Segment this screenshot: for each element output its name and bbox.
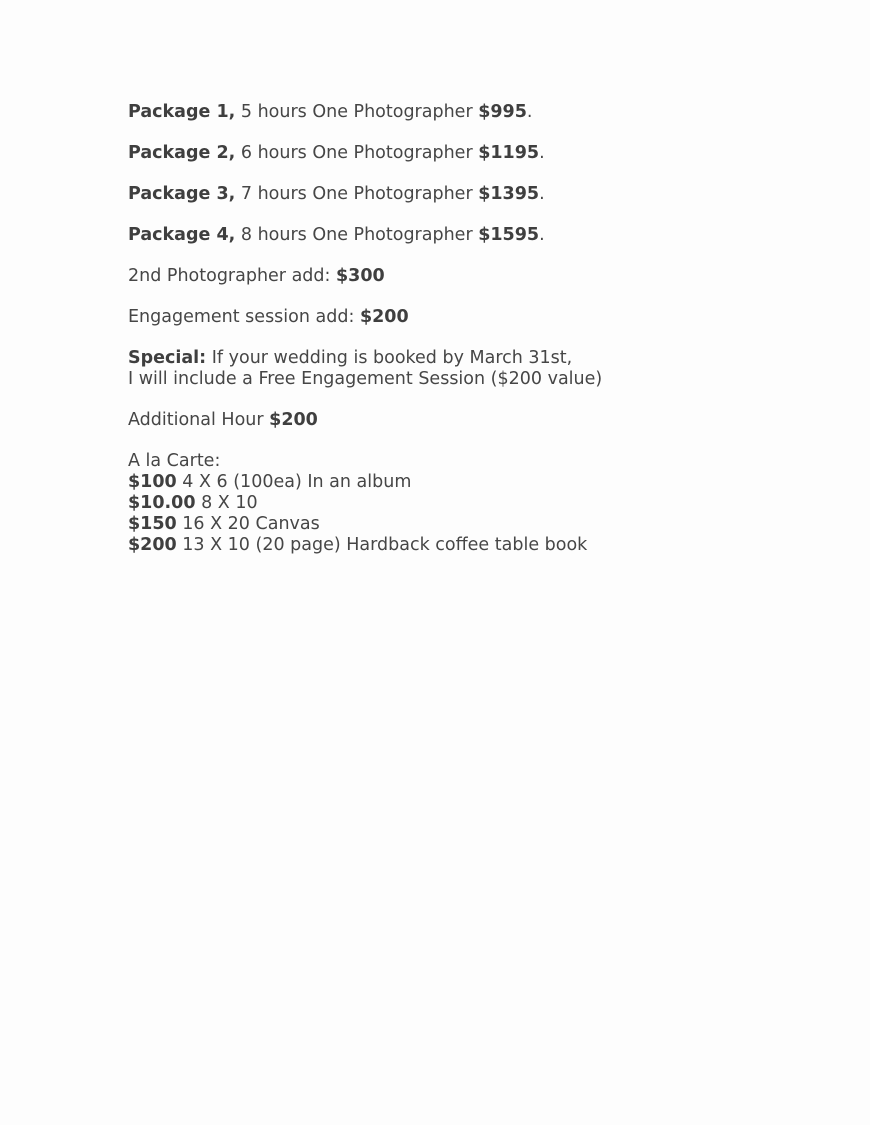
package-4-line bbox=[128, 225, 828, 246]
a-la-carte-item bbox=[128, 514, 828, 535]
package-3-line bbox=[128, 184, 828, 205]
package-price: $1195 bbox=[478, 143, 540, 163]
period: . bbox=[539, 143, 545, 163]
package-label: Package 2, bbox=[128, 143, 236, 163]
special-offer bbox=[128, 348, 828, 390]
package-description: 6 hours One Photographer bbox=[235, 143, 479, 163]
period: . bbox=[539, 225, 545, 245]
second-photographer-line bbox=[128, 266, 828, 287]
a-la-carte-section bbox=[128, 451, 828, 556]
package-description: 8 hours One Photographer bbox=[235, 225, 479, 245]
item-price: $200 bbox=[128, 535, 177, 555]
package-label: Package 4, bbox=[128, 225, 236, 245]
price-list-document bbox=[128, 102, 828, 576]
special-text: If your wedding is booked by March 31st, bbox=[206, 348, 573, 368]
item-price: $100 bbox=[128, 472, 177, 492]
period: . bbox=[526, 102, 533, 122]
a-la-carte-item bbox=[128, 493, 828, 514]
period: . bbox=[539, 184, 545, 204]
item-description: 16 X 20 Canvas bbox=[176, 514, 320, 534]
item-price: $10.00 bbox=[128, 493, 196, 513]
addon-label: 2nd Photographer add: bbox=[128, 266, 336, 286]
a-la-carte-heading: A la Carte: bbox=[128, 451, 221, 471]
package-description: 5 hours One Photographer bbox=[235, 102, 479, 122]
a-la-carte-item bbox=[128, 535, 828, 556]
addon-price: $300 bbox=[335, 266, 385, 286]
package-1-line bbox=[128, 102, 828, 123]
addon-price: $200 bbox=[359, 307, 409, 327]
package-price: $1395 bbox=[478, 184, 540, 204]
special-line-2: I will include a Free Engagement Session ($200 value) bbox=[128, 369, 603, 389]
package-description: 7 hours One Photographer bbox=[235, 184, 479, 204]
addon-label: Engagement session add: bbox=[128, 307, 360, 327]
special-label: Special: bbox=[128, 348, 207, 368]
package-label: Package 1, bbox=[128, 102, 236, 122]
package-2-line bbox=[128, 143, 828, 164]
package-label: Package 3, bbox=[128, 184, 236, 204]
a-la-carte-item bbox=[128, 472, 828, 493]
item-description: 13 X 10 (20 page) Hardback coffee table book bbox=[176, 535, 588, 555]
engagement-session-line bbox=[128, 307, 828, 328]
addon-price: $200 bbox=[269, 410, 318, 430]
addon-label: Additional Hour bbox=[128, 410, 270, 430]
additional-hour-line bbox=[128, 410, 828, 431]
item-description: 8 X 10 bbox=[195, 493, 258, 513]
package-price: $1595 bbox=[478, 225, 540, 245]
item-description: 4 X 6 (100ea) In an album bbox=[176, 472, 412, 492]
special-line-1 bbox=[128, 348, 828, 369]
package-price: $995 bbox=[478, 102, 527, 122]
item-price: $150 bbox=[128, 514, 177, 534]
